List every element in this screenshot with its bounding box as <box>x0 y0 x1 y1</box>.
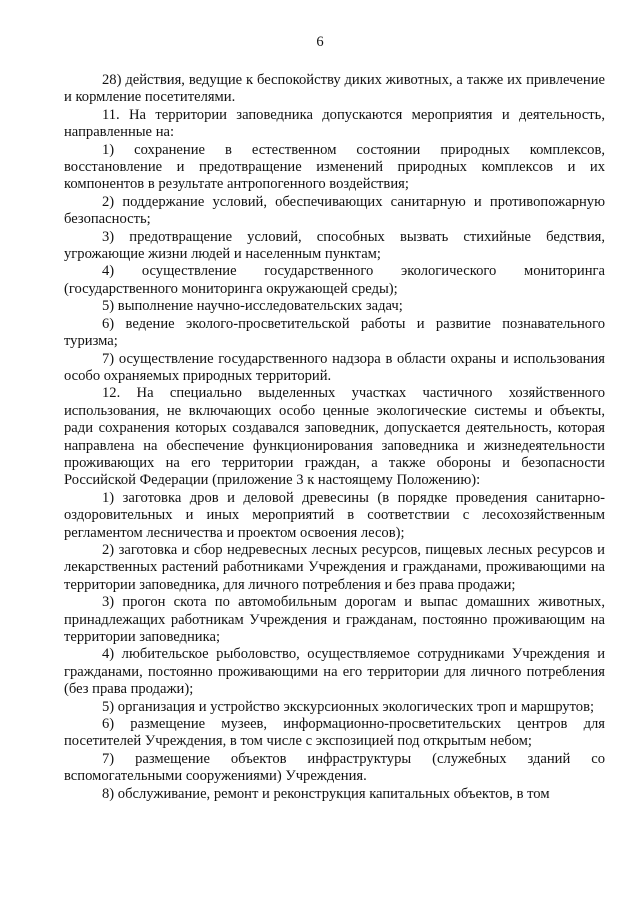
paragraph: 1) заготовка дров и деловой древесины (в порядке проведения санитарно-оздоровительных и иных мероприятий в соответствии с лесохозяйственным регламентом лесничества и проектом освоения лесов); <box>64 489 605 541</box>
paragraph: 2) заготовка и сбор недревесных лесных ресурсов, пищевых лесных ресурсов и лекарственных растений работниками Учреждения и гражданами, проживающими на территории заповедника, для личного потребления и без права продажи; <box>64 541 605 593</box>
paragraph: 7) осуществление государственного надзора в области охраны и использования особо охраняемых природных территорий. <box>64 350 605 384</box>
paragraph: 5) организация и устройство экскурсионных экологических троп и маршрутов; <box>102 698 595 715</box>
paragraph: 4) осуществление государственного экологического мониторинга (государственного мониторинга окружающей среды); <box>64 263 605 297</box>
paragraph: 12. На специально выделенных участках частичного хозяйственного использования, не включающих особо ценные экологические системы и объекты, ради сохранения которых создавался заповедник, допускается деятельность, которая направлена на обеспечение функционирования заповедника и жизнедеятельности проживающих на его территории граждан, а также обороны и безопасности Российской Федерации (приложение 3 к настоящему Положению): <box>64 385 605 489</box>
paragraph: 11. На территории заповедника допускаются мероприятия и деятельность, направленные на: <box>64 106 605 141</box>
paragraph: 4) любительское рыболовство, осуществляемое сотрудниками Учреждения и гражданами, постоянно проживающими на его территории для личного потребления (без права продажи); <box>64 646 605 698</box>
paragraph: 2) поддержание условий, обеспечивающих санитарную и противопожарную безопасность; <box>64 193 605 228</box>
paragraph: 6) размещение музеев, информационно-просветительских центров для посетителей Учреждения, в том числе с экспозицией под открытым небом; <box>64 716 605 750</box>
paragraph: 3) предотвращение условий, способных вызвать стихийные бедствия, угрожающие жизни людей и населенным пунктам; <box>64 228 605 263</box>
paragraph: 5) выполнение научно-исследовательских задач; <box>102 298 403 315</box>
page-number: 6 <box>316 34 324 50</box>
paragraph: 6) ведение эколого-просветительской работы и развитие познавательного туризма; <box>64 315 605 350</box>
paragraph: 8) обслуживание, ремонт и реконструкция капитальных объектов, в том <box>102 785 550 802</box>
paragraph: 28) действия, ведущие к беспокойству диких животных, а также их привлечение и кормление посетителями. <box>64 72 605 106</box>
paragraph: 7) размещение объектов инфраструктуры (служебных зданий со вспомогательными сооружениями) Учреждения. <box>64 750 605 785</box>
document-body <box>64 72 605 803</box>
paragraph: 3) прогон скота по автомобильным дорогам и выпас домашних животных, принадлежащих работникам Учреждения и гражданам, постоянно проживающим на территории заповедника; <box>64 594 605 645</box>
paragraph: 1) сохранение в естественном состоянии природных комплексов, восстановление и предотвращение изменений природных комплексов и их компонентов в результате антропогенного воздействия; <box>64 141 605 193</box>
